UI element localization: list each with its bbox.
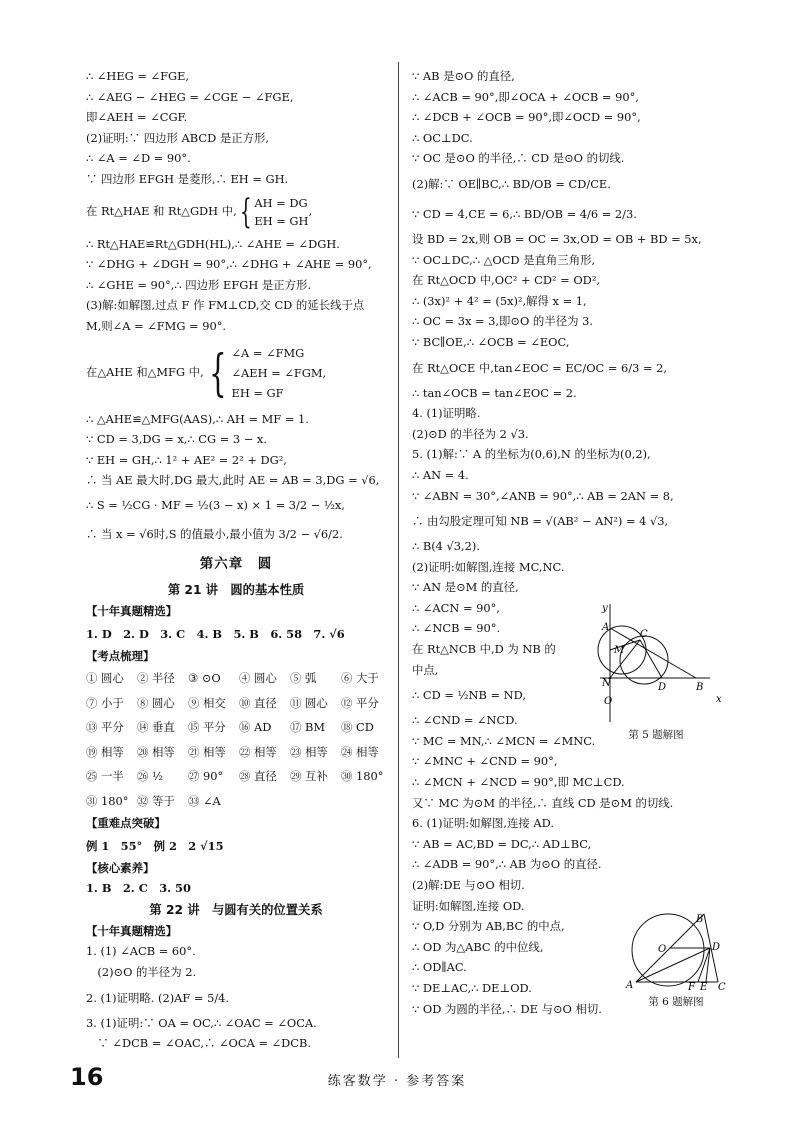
text-line: ∴ OD 为△ABC 的中位线,: [412, 939, 544, 954]
point-item: ③ ⊙O: [188, 671, 221, 686]
text-line: ∴ Rt△HAE≌Rt△GDH(HL),∴ ∠AHE = ∠DGH.: [86, 236, 340, 251]
text-line: ∴ B(4 √3,2).: [412, 539, 480, 554]
label-c: C: [718, 982, 726, 990]
label-y: y: [602, 603, 608, 614]
right-lines: [412, 66, 712, 1019]
text-line: 即∠AEH = ∠CGF.: [86, 110, 188, 125]
text-line: ∵ CD = 4,CE = 6,∴ BD/OB = 4/6 = 2/3.: [412, 206, 637, 221]
label-o: O: [604, 696, 613, 707]
point-item: ㉕ 一半: [86, 769, 124, 784]
text-line: M,则∠A = ∠FMG = 90°.: [86, 318, 227, 333]
label-n: N: [602, 678, 611, 689]
text-line: ∴ tan∠OCB = tan∠EOC = 2.: [412, 385, 577, 400]
text-line: ∵ BC∥OE,∴ ∠OCB = ∠EOC,: [412, 334, 570, 349]
system-line: EH = GF: [231, 385, 284, 400]
text-line: ∵ ∠DHG + ∠DGH = 90°,∴ ∠DHG + ∠AHE = 90°,: [86, 257, 372, 272]
point-item: ⑫ 平分: [341, 695, 379, 710]
point-item: ⑥ 大于: [341, 671, 379, 686]
text-line: ∵ AN 是⊙M 的直径,: [412, 580, 519, 595]
brace-icon: {: [208, 343, 227, 402]
answer-line: 1. (1) ∠ACB = 60°.: [86, 944, 196, 959]
text-line: ∴ ∠AEG − ∠HEG = ∠CGE − ∠FGE,: [86, 89, 294, 104]
point-item: ⑨ 相交: [188, 695, 226, 710]
text-line: ∴ 当 AE 最大时,DG 最大,此时 AE = AB = 3,DG = √6,: [86, 473, 380, 488]
label-b: B: [696, 682, 704, 693]
answer-line: 2. (1)证明略. (2)AF = 5/4.: [86, 990, 230, 1005]
system-line: ∠AEH = ∠FGM,: [231, 365, 327, 380]
text-line: 中点,: [412, 662, 439, 677]
text-line: ∴ CD = ½NB = ND,: [412, 688, 526, 703]
text-line: ∴ ∠CND = ∠NCD.: [412, 713, 518, 728]
system-prefix: 在 Rt△HAE 和 Rt△GDH 中,: [86, 204, 237, 219]
label-d: D: [658, 682, 667, 693]
formula-line: ∴ S = ½CG · MF = ½(3 − x) × 1 = 3/2 − ½x,: [86, 497, 345, 512]
point-item: ⑱ CD: [341, 720, 374, 735]
answer-line: ∵ ∠DCB = ∠OAC,∴ ∠OCA = ∠DCB.: [86, 1036, 311, 1051]
point-item: ⑬ 平分: [86, 720, 124, 735]
label-f: F: [688, 982, 695, 990]
text-line: 证明:如解图,连接 OD.: [412, 898, 525, 913]
label-o: O: [658, 944, 667, 955]
point-item: ⑪ 圆心: [290, 695, 328, 710]
figure-5-diagram: [592, 600, 732, 730]
brace-icon: {: [239, 191, 252, 232]
lecture-title: 第 21 讲 圆的基本性质: [167, 582, 305, 597]
point-item: ⑲ 相等: [86, 744, 124, 759]
figure-6-diagram: [622, 910, 732, 990]
text-line: ∴ △AHE≌△MFG(AAS),∴ AH = MF = 1.: [86, 411, 309, 426]
text-line: ∴ ∠MCN + ∠NCD = 90°,即 MC⊥CD.: [412, 775, 625, 790]
page-number: 16: [70, 1063, 104, 1091]
point-item: ㉑ 相等: [188, 744, 226, 759]
system-line: AH = DG: [254, 195, 308, 210]
chapter-title: 第六章 圆: [199, 555, 273, 572]
text-line: ∴ ∠NCB = 90°.: [412, 621, 501, 636]
text-line: (2)证明:如解图,连接 MC,NC.: [412, 559, 565, 574]
formula-line: ∴ 当 x = √6时,S 的值最小,最小值为 3/2 − √6/2.: [86, 526, 343, 541]
points-grid: [86, 666, 386, 813]
point-item: ⑳ 相等: [137, 744, 175, 759]
text-line: ∵ MC = MN,∴ ∠MCN = ∠MNC.: [412, 733, 596, 748]
point-item: ⑭ 垂直: [137, 720, 175, 735]
point-item: ⑦ 小于: [86, 695, 124, 710]
answer-line: 3. (1)证明:∵ OA = OC,∴ ∠OAC = ∠OCA.: [86, 1015, 317, 1030]
footer-title: 练客数学 · 参考答案: [327, 1074, 467, 1089]
label-d: D: [712, 942, 721, 953]
text-line: ∵ CD = 3,DG = x,∴ CG = 3 − x.: [86, 432, 267, 447]
text-line: (3)解:如解图,过点 F 作 FM⊥CD,交 CD 的延长线于点: [86, 298, 365, 313]
point-item: ㉝ ∠A: [188, 793, 221, 808]
point-item: ㉒ 相等: [239, 744, 277, 759]
point-item: ⑧ 圆心: [137, 695, 175, 710]
text-line: 在 Rt△OCD 中,OC² + CD² = OD²,: [412, 273, 601, 288]
section-header: 【重难点突破】: [86, 816, 166, 831]
point-item: ⑯ AD: [239, 720, 272, 735]
figure-5-caption: 第 5 题解图: [628, 729, 684, 741]
text-line: ∴ 由勾股定理可知 NB = √(AB² − AN²) = 4 √3,: [412, 514, 669, 529]
text-line: ∵ ∠ABN = 30°,∠ANB = 90°,∴ AB = 2AN = 8,: [412, 488, 674, 503]
system-line: EH = GH: [254, 213, 309, 228]
point-item: ㉛ 180°: [86, 793, 129, 808]
equation-system-rt: [86, 190, 386, 234]
answer-line: (2)⊙O 的半径为 2.: [86, 965, 197, 980]
label-b: B: [696, 914, 704, 925]
lecture-title: 第 22 讲 与圆有关的位置关系: [149, 902, 323, 917]
point-item: ㉓ 相等: [290, 744, 328, 759]
equation-system-ahe: [86, 337, 386, 409]
section-header: 【考点梳理】: [86, 648, 155, 663]
text-line: ∴ ∠ACN = 90°,: [412, 600, 500, 615]
text-line: ∴ AN = 4.: [412, 467, 469, 482]
text-line: ∵ O,D 分别为 AB,BC 的中点,: [412, 919, 565, 934]
text-line: ∴ OC = 3x = 3,即⊙O 的半径为 3.: [412, 314, 593, 329]
left-column: [86, 66, 386, 1054]
text-line: 5. (1)解:∵ A 的坐标为(0,6),N 的坐标为(0,2),: [412, 447, 651, 462]
system-suffix: ,: [308, 204, 313, 219]
text-line: ∵ DE⊥AC,∴ DE⊥OD.: [412, 980, 532, 995]
text-line: ∵ 四边形 EFGH 是菱形,∴ EH = GH.: [86, 171, 289, 186]
text-line: ∴ ∠A = ∠D = 90°.: [86, 151, 191, 166]
label-m: M: [614, 645, 625, 656]
label-a: A: [626, 980, 634, 990]
text-line: (2)解:∵ OE∥BC,∴ BD/OB = CD/CE.: [412, 176, 611, 191]
point-item: ㉔ 相等: [341, 744, 379, 759]
text-line: 6. (1)证明:如解图,连接 AD.: [412, 816, 555, 831]
text-line: ∵ OC⊥DC,∴ △OCD 是直角三角形,: [412, 252, 596, 267]
answer-line: 1. B 2. C 3. 50: [86, 881, 191, 896]
text-line: ∵ OD 为圆的半径,∴ DE 与⊙O 相切.: [412, 1001, 602, 1016]
text-line: 4. (1)证明略.: [412, 406, 481, 421]
point-item: ④ 圆心: [239, 671, 277, 686]
system-line: ∠A = ∠FMG: [231, 345, 305, 360]
text-line: (2)解:DE 与⊙O 相切.: [412, 878, 525, 892]
text-line: ∴ (3x)² + 4² = (5x)²,解得 x = 1,: [412, 293, 587, 308]
point-item: ⑩ 直径: [239, 695, 277, 710]
text-line: ∵ EH = GH,∴ 1² + AE² = 2² + DG²,: [86, 452, 287, 467]
text-line: 设 BD = 2x,则 OB = OC = 3x,OD = OB + BD = 5x,: [412, 231, 702, 246]
label-e: E: [700, 982, 708, 990]
column-divider: [398, 62, 399, 1058]
text-line: ∴ ∠GHE = 90°,∴ 四边形 EFGH 是正方形.: [86, 277, 312, 292]
text-line: 又∵ MC 为⊙M 的半径,∴ 直线 CD 是⊙M 的切线.: [412, 795, 674, 810]
point-item: ㉚ 180°: [341, 769, 384, 784]
brace-system: [204, 343, 326, 403]
point-item: ㉜ 等于: [137, 793, 175, 808]
text-line: ∵ AB = AC,BD = DC,∴ AD⊥BC,: [412, 836, 592, 851]
text-line: 在 Rt△OCE 中,tan∠EOC = EC/OC = 6/3 = 2,: [412, 360, 668, 375]
text-line: ∴ OD∥AC.: [412, 960, 467, 975]
text-line: ∴ ∠ADB = 90°,∴ AB 为⊙O 的直径.: [412, 857, 602, 872]
label-x: x: [716, 694, 722, 705]
answer-line: 1. D 2. D 3. C 4. B 5. B 6. 58 7. √6: [86, 626, 345, 641]
text-line: ∴ OC⊥DC.: [412, 130, 473, 145]
point-item: ㉙ 互补: [290, 769, 328, 784]
label-c: C: [640, 629, 648, 640]
point-item: ㉖ ½: [137, 769, 164, 784]
text-line: (2)证明:∵ 四边形 ABCD 是正方形,: [86, 130, 270, 145]
system-prefix: 在△AHE 和△MFG 中,: [86, 365, 204, 380]
figure-6-caption: 第 6 题解图: [648, 996, 704, 1008]
brace-system: [237, 191, 309, 232]
point-item: ⑰ BM: [290, 720, 326, 735]
text-line: ∵ OC 是⊙O 的半径,∴ CD 是⊙O 的切线.: [412, 151, 625, 166]
text-line: ∴ ∠ACB = 90°,即∠OCA + ∠OCB = 90°,: [412, 89, 639, 104]
text-line: ∴ ∠HEG = ∠FGE,: [86, 69, 190, 83]
text-line: (2)⊙D 的半径为 2 √3.: [412, 426, 529, 441]
point-item: ② 半径: [137, 671, 175, 686]
section-header: 【十年真题精选】: [86, 923, 178, 938]
point-item: ⑤ 弧: [290, 671, 317, 686]
text-line: ∴ ∠DCB + ∠OCB = 90°,即∠OCD = 90°,: [412, 110, 641, 125]
label-a: A: [602, 622, 610, 633]
point-item: ① 圆心: [86, 671, 124, 686]
text-line: ∵ AB 是⊙O 的直径,: [412, 69, 515, 83]
text-line: 在 Rt△NCB 中,D 为 NB 的: [412, 642, 556, 657]
text-line: ∵ ∠MNC + ∠CND = 90°,: [412, 754, 558, 769]
right-column: [412, 66, 712, 1019]
point-item: ㉘ 直径: [239, 769, 277, 784]
point-item: ⑮ 平分: [188, 720, 226, 735]
section-header: 【十年真题精选】: [86, 603, 178, 618]
answer-line: 例 1 55° 例 2 2 √15: [86, 838, 224, 853]
section-header: 【核心素养】: [86, 860, 155, 875]
point-item: ㉗ 90°: [188, 769, 224, 784]
